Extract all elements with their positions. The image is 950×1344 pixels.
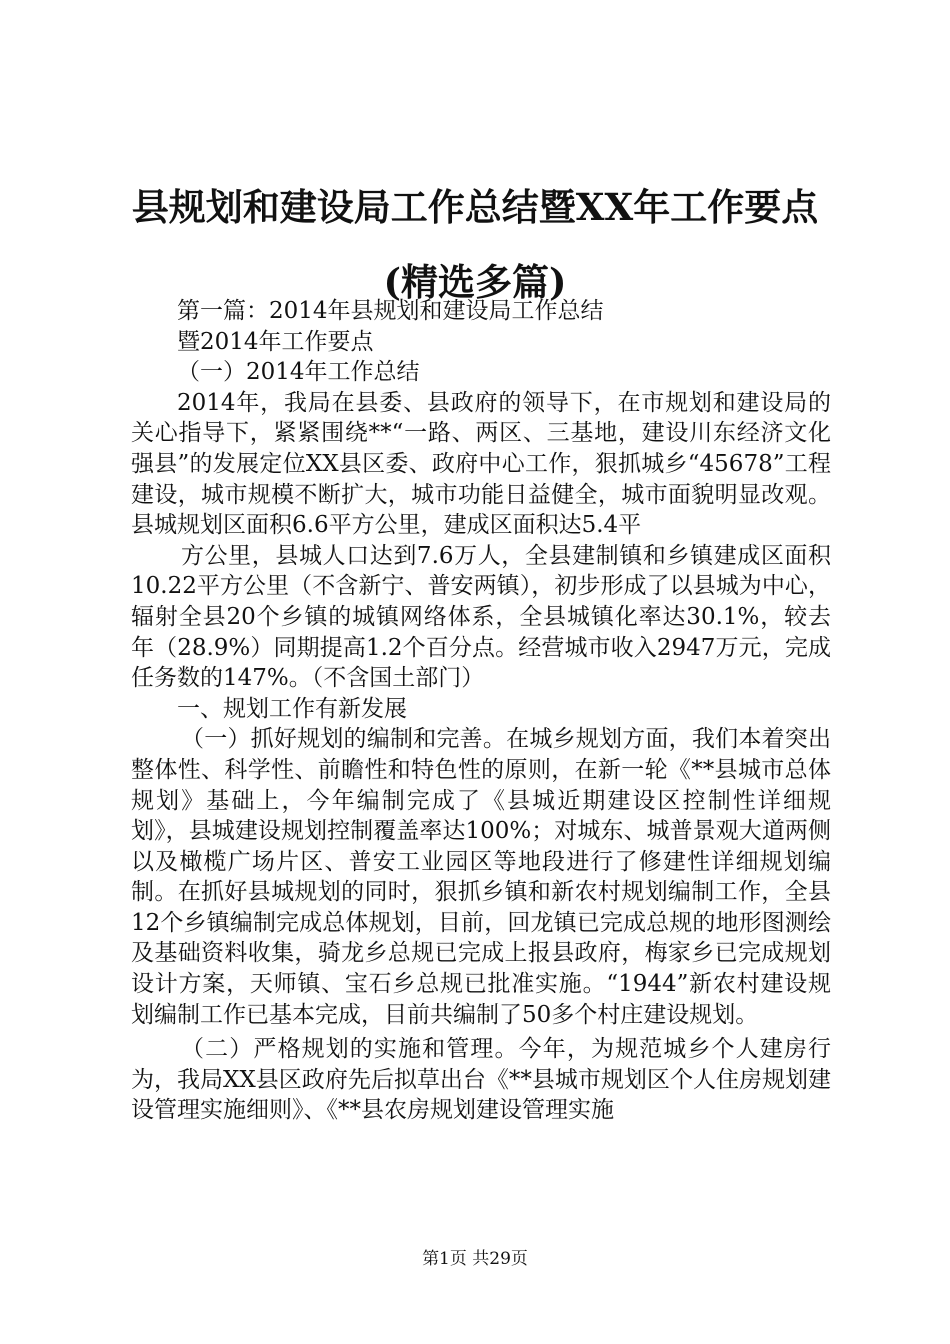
body-paragraph: （一）抓好规划的编制和完善。在城乡规划方面，我们本着突出整体性、科学性、前瞻性和特色性的原则，在新一轮《**县城市总体规划》基础上，今年编制完成了《县城近期建设区控制性详细规划》，县城建设规划控制覆盖率达100%；对城东、城普景观大道两侧以及橄榄广场片区、普安工业园区等地段进行了修建性详细规划编制。在抓好县城规划的同时，狠抓乡镇和新农村规划编制工作，全县12个乡镇编制完成总体规划，目前，回龙镇已完成总规的地形图测绘及基础资料收集，骑龙乡总规已完成上报县政府，梅家乡已完成规划设计方案，天师镇、宝石乡总规已批准实施。“1944”新农村建设规划编制工作已基本完成，目前共编制了50多个村庄建设规划。 <box>131 726 831 1028</box>
subsection-heading: 一、规划工作有新发展 <box>177 695 407 722</box>
section-heading-continued: 暨2014年工作要点 <box>177 328 374 355</box>
body-paragraph: （二）严格规划的实施和管理。今年，为规范城乡个人建房行为，我局XX县区政府先后拟草出台《**县城市规划区个人住房规划建设管理实施细则》、《**县农房规划建设管理实施 <box>131 1036 831 1124</box>
section-heading: 第一篇：2014年县规划和建设局工作总结 <box>177 298 604 324</box>
page-number-footer: 第1页 共29页 <box>422 1249 528 1269</box>
body-paragraph: 方公里，县城人口达到7.6万人，全县建制镇和乡镇建成区面积10.22平方公里（不含新宁、普安两镇），初步形成了以县城为中心，辐射全县20个乡镇的城镇网络体系，全县城镇化率达30.1%，较去年（28.9%）同期提高1.2个百分点。经营城市收入2947万元，完成任务数的147%。（不含国土部门） <box>131 542 831 692</box>
body-paragraph: 2014年，我局在县委、县政府的领导下，在市规划和建设局的关心指导下，紧紧围绕**“一路、两区、三基地，建设川东经济文化强县”的发展定位XX县区委、政府中心工作，狠抓城乡“45678”工程建设，城市规模不断扩大，城市功能日益健全，城市面貌明显改观。县城规划区面积6.6平方公里，建成区面积达5.4平 <box>131 389 831 539</box>
document-body <box>131 296 831 1126</box>
document-title: 县规划和建设局工作总结暨XX年工作要点(精选多篇) <box>131 185 819 304</box>
subsection-heading: （一）2014年工作总结 <box>177 359 420 386</box>
